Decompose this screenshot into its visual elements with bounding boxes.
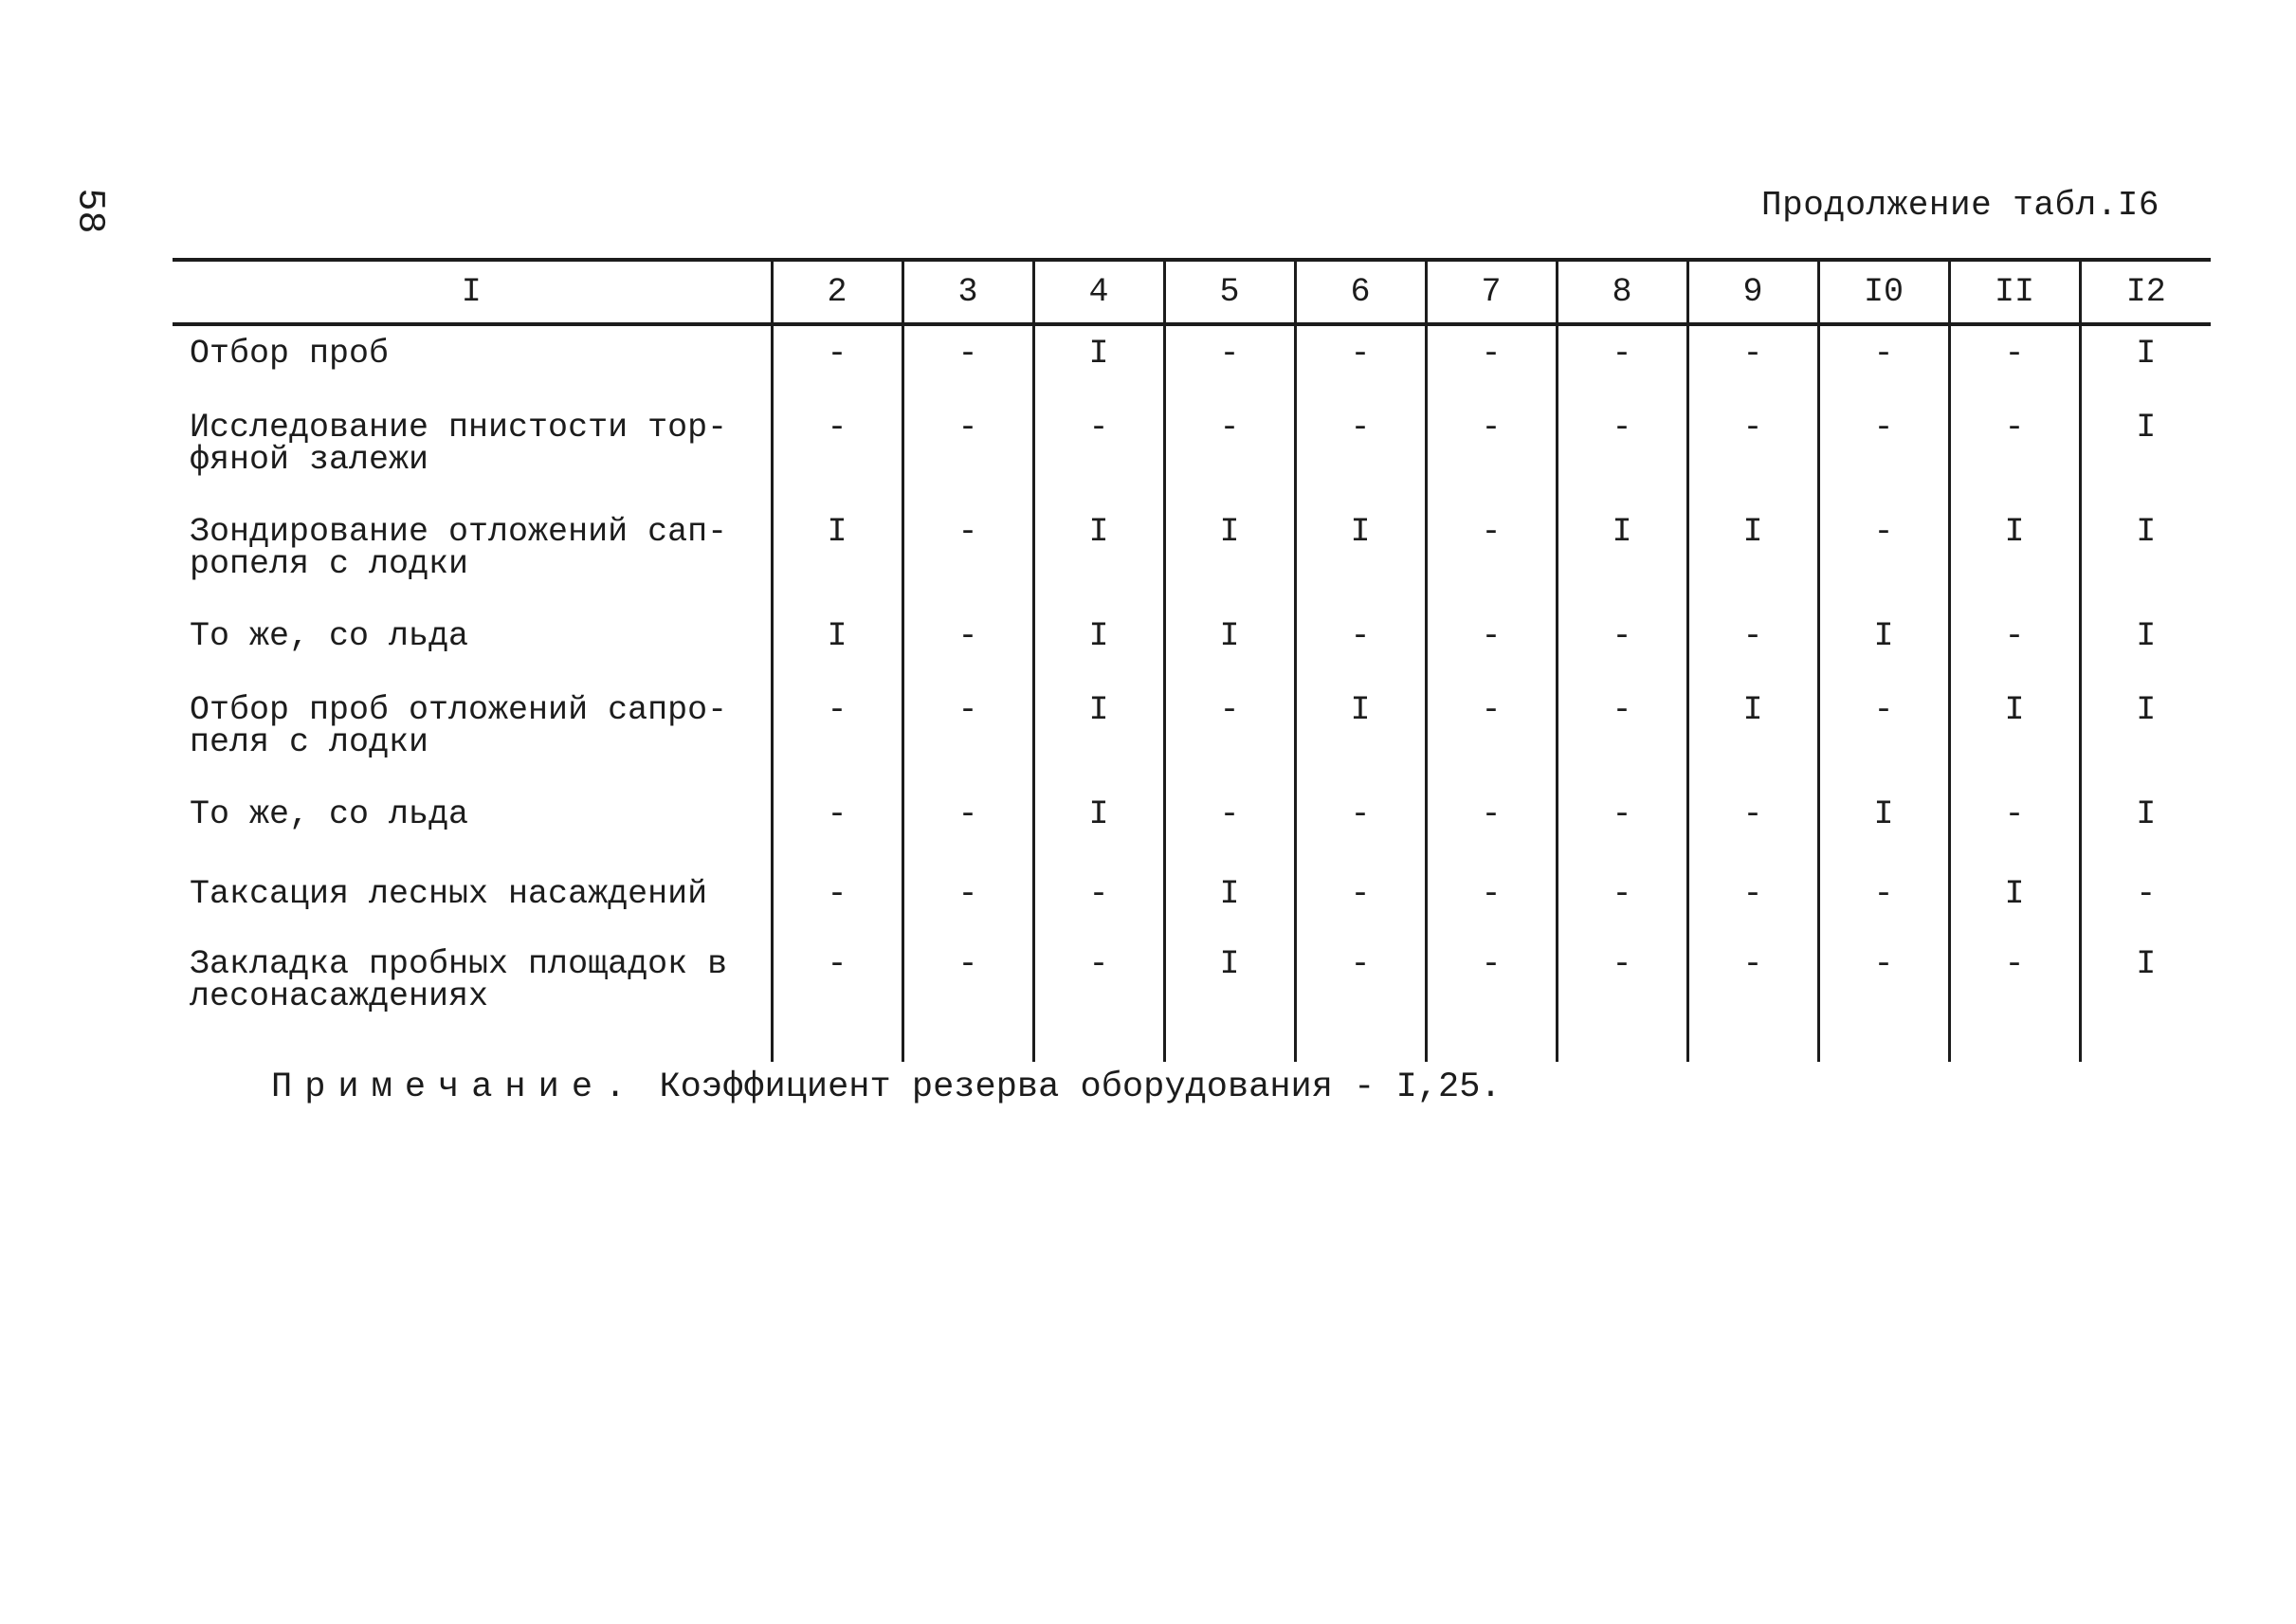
table-cell: - <box>1426 867 1557 937</box>
table-cell: I <box>1295 683 1426 787</box>
table-row <box>173 324 2211 400</box>
table-cell: I <box>1033 609 1164 683</box>
row-label <box>173 937 772 1062</box>
table-cell: I <box>2080 937 2211 1062</box>
table-cell: - <box>902 787 1033 867</box>
table-cell: - <box>1818 937 1949 1062</box>
table-cell: - <box>1818 400 1949 504</box>
table-cell: I <box>1949 504 2080 609</box>
table-cell: - <box>1818 867 1949 937</box>
row-label-line: пеля с лодки <box>190 723 429 761</box>
row-label-line: Отбор проб отложений сапро- <box>190 691 728 729</box>
table-cell: I <box>1295 504 1426 609</box>
table-cell: I <box>1949 683 2080 787</box>
table-cell: I <box>1687 504 1818 609</box>
table-row <box>173 867 2211 937</box>
row-label <box>173 609 772 683</box>
table-cell: - <box>1033 400 1164 504</box>
table-cell: I <box>1164 609 1295 683</box>
column-header: I2 <box>2080 260 2211 324</box>
row-label <box>173 787 772 867</box>
table-cell: - <box>1426 504 1557 609</box>
table-cell: - <box>1295 937 1426 1062</box>
row-label-line: То же, со льда <box>190 617 469 655</box>
table-cell: - <box>1818 504 1949 609</box>
column-header: 2 <box>772 260 902 324</box>
row-label-line: Отбор проб <box>190 335 390 373</box>
table-cell: - <box>1295 324 1426 400</box>
table-cell: - <box>1949 609 2080 683</box>
table-cell: - <box>1687 324 1818 400</box>
table-row <box>173 400 2211 504</box>
table-cell: I <box>2080 683 2211 787</box>
table-cell: - <box>1426 683 1557 787</box>
row-label-line: Таксация лесных насаждений <box>190 875 708 913</box>
table-cell: - <box>1557 609 1687 683</box>
table-cell: - <box>1295 867 1426 937</box>
column-header: 7 <box>1426 260 1557 324</box>
table-cell: - <box>1949 400 2080 504</box>
table-cell: - <box>1033 867 1164 937</box>
row-label-line: Закладка пробных площадок в <box>190 945 728 983</box>
table-cell: - <box>772 324 902 400</box>
table-cell: I <box>2080 504 2211 609</box>
table-cell: - <box>1949 937 2080 1062</box>
table-cell: - <box>902 609 1033 683</box>
table-cell: I <box>1033 324 1164 400</box>
table-cell: - <box>902 937 1033 1062</box>
table-cell: - <box>1295 609 1426 683</box>
table-row <box>173 504 2211 609</box>
table-cell: - <box>1557 400 1687 504</box>
table-cell: - <box>1557 867 1687 937</box>
note-text: Коэффициент резерва оборудования - I,25. <box>638 1067 1502 1107</box>
table-row <box>173 683 2211 787</box>
row-label <box>173 683 772 787</box>
table-cell: - <box>1164 787 1295 867</box>
table-cell: - <box>1426 400 1557 504</box>
table-cell: - <box>1164 400 1295 504</box>
row-label-line: ропеля с лодки <box>190 545 469 583</box>
table-cell: I <box>1949 867 2080 937</box>
table-cell: - <box>1949 324 2080 400</box>
table-cell: - <box>902 867 1033 937</box>
column-header: 5 <box>1164 260 1295 324</box>
table-cell: I <box>2080 400 2211 504</box>
table-cell: I <box>1687 683 1818 787</box>
row-label <box>173 504 772 609</box>
table-cell: - <box>1164 324 1295 400</box>
table-row <box>173 937 2211 1062</box>
table-cell: I <box>1557 504 1687 609</box>
table-cell: I <box>2080 324 2211 400</box>
table-cell: - <box>1426 324 1557 400</box>
table-header-row <box>173 260 2211 324</box>
column-header: 3 <box>902 260 1033 324</box>
table-cell: - <box>1687 787 1818 867</box>
table-note <box>271 1067 1502 1107</box>
table-cell: - <box>772 400 902 504</box>
table-cell: I <box>1164 504 1295 609</box>
table-cell: - <box>1687 400 1818 504</box>
table-cell: - <box>902 683 1033 787</box>
column-header: 6 <box>1295 260 1426 324</box>
row-label-line: Исследование пнистости тор- <box>190 409 728 447</box>
column-header: I0 <box>1818 260 1949 324</box>
table-cell: - <box>1818 683 1949 787</box>
note-label: Примечание. <box>271 1067 639 1107</box>
table-cell: - <box>1687 609 1818 683</box>
row-label-line: То же, со льда <box>190 795 469 833</box>
table-cell: - <box>902 504 1033 609</box>
table-row <box>173 609 2211 683</box>
table-cell: - <box>1295 787 1426 867</box>
table-cell: - <box>1426 787 1557 867</box>
table-cell: - <box>902 324 1033 400</box>
table-cell: I <box>2080 609 2211 683</box>
page-number: 58 <box>67 188 111 234</box>
table-cell: - <box>1949 787 2080 867</box>
table-cell: - <box>1818 324 1949 400</box>
table-cell: I <box>1164 867 1295 937</box>
row-label <box>173 324 772 400</box>
table-cell: - <box>772 683 902 787</box>
table-cell: I <box>1818 787 1949 867</box>
table-cell: I <box>1033 683 1164 787</box>
table-cell: I <box>1033 504 1164 609</box>
table-cell: I <box>772 504 902 609</box>
table-cell: - <box>1033 937 1164 1062</box>
column-header: II <box>1949 260 2080 324</box>
row-label <box>173 400 772 504</box>
table-cell: I <box>1164 937 1295 1062</box>
column-header: 9 <box>1687 260 1818 324</box>
column-header: 8 <box>1557 260 1687 324</box>
table-cell: - <box>772 787 902 867</box>
column-header: 4 <box>1033 260 1164 324</box>
table-cell: - <box>1687 937 1818 1062</box>
table-cell: I <box>772 609 902 683</box>
table-cell: - <box>772 867 902 937</box>
table-cell: I <box>1033 787 1164 867</box>
table-row <box>173 787 2211 867</box>
table-cell: - <box>1426 937 1557 1062</box>
table-cell: - <box>1164 683 1295 787</box>
table-cell: - <box>1557 937 1687 1062</box>
table-cell: - <box>902 400 1033 504</box>
table-cell: - <box>1557 324 1687 400</box>
table-cell: - <box>1557 787 1687 867</box>
equipment-table <box>173 258 2211 1062</box>
table-continuation-title: Продолжение табл.I6 <box>1761 186 2159 225</box>
table-cell: - <box>772 937 902 1062</box>
table-cell: - <box>1295 400 1426 504</box>
table-cell: I <box>2080 787 2211 867</box>
table-cell: - <box>1687 867 1818 937</box>
row-label <box>173 867 772 937</box>
table-cell: - <box>1426 609 1557 683</box>
table-cell: - <box>2080 867 2211 937</box>
row-label-line: Зондирование отложений сап- <box>190 513 728 551</box>
column-header: I <box>173 260 772 324</box>
row-label-line: фяной залежи <box>190 441 429 479</box>
table-cell: I <box>1818 609 1949 683</box>
table-cell: - <box>1557 683 1687 787</box>
row-label-line: лесонасаждениях <box>190 977 489 1015</box>
